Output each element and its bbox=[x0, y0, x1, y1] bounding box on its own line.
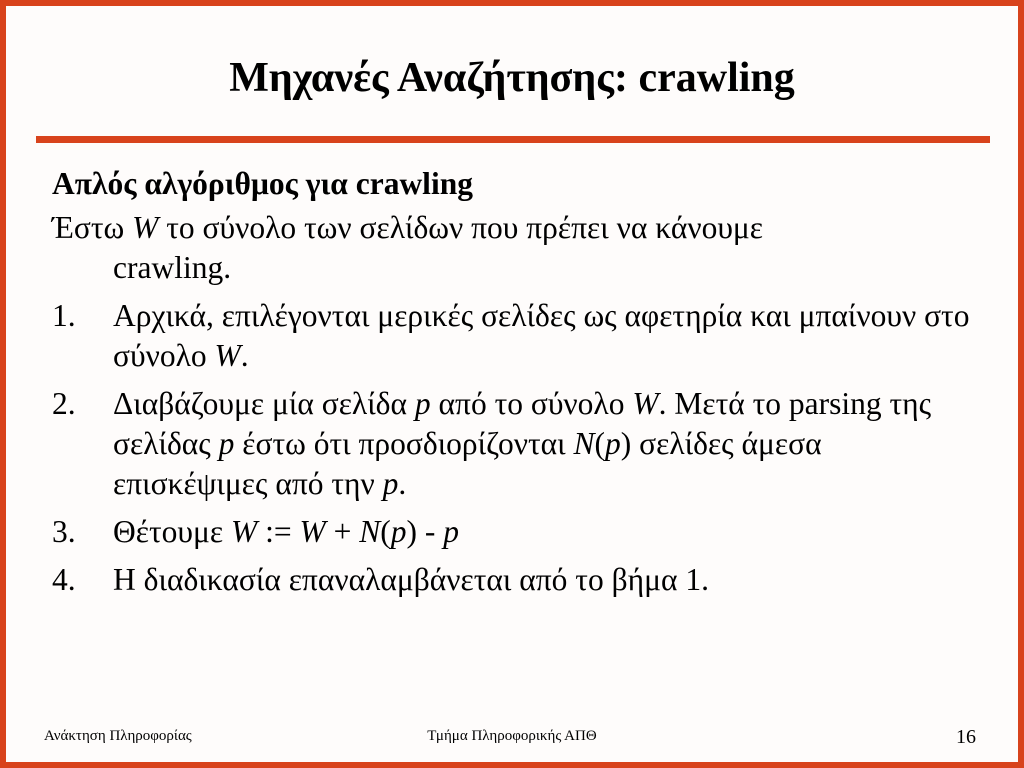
step-var: p bbox=[390, 514, 407, 549]
step-text: ) σελίδες άμεσα επισκέψιμες από την bbox=[113, 426, 822, 501]
page-number: 16 bbox=[956, 726, 976, 748]
step-var: W bbox=[230, 514, 258, 549]
step-text: Αρχικά, επιλέγονται μερικές σελίδες ως αφετηρία και μπαίνουν στο σύνολο bbox=[113, 298, 970, 373]
intro-var-w: W bbox=[132, 210, 159, 245]
step-var: p bbox=[414, 386, 431, 421]
slide-title: Μηχανές Αναζήτησης: crawling bbox=[229, 55, 795, 101]
step-var: W bbox=[214, 338, 241, 373]
step-text: . Μετά το parsing της σελίδας bbox=[113, 386, 932, 461]
step-var: N bbox=[359, 514, 381, 549]
step-text: Διαβάζουμε μία σελίδα bbox=[113, 386, 415, 421]
step-text: := bbox=[257, 514, 300, 549]
step-number: 2. bbox=[52, 386, 76, 421]
intro-paragraph bbox=[52, 208, 982, 288]
step-text: έστω ότι προσδιορίζονται bbox=[234, 426, 574, 461]
step-text: ( bbox=[380, 514, 391, 549]
step-var: N bbox=[573, 426, 595, 461]
step-3 bbox=[52, 512, 982, 552]
steps-list bbox=[52, 296, 982, 600]
step-var: W bbox=[632, 386, 659, 421]
intro-line-1 bbox=[52, 208, 982, 248]
step-text: . bbox=[240, 338, 249, 373]
step-text: . bbox=[398, 466, 407, 501]
step-4 bbox=[52, 560, 982, 600]
title-divider bbox=[36, 136, 990, 143]
intro-text-2: το σύνολο των σελίδων που πρέπει να κάνουμε bbox=[158, 210, 764, 245]
step-text: από το σύνολο bbox=[430, 386, 633, 421]
step-var: p bbox=[218, 426, 235, 461]
step-var: p bbox=[605, 426, 621, 461]
intro-line-2: crawling. bbox=[113, 250, 232, 285]
step-text: ) - bbox=[406, 514, 444, 549]
step-number: 3. bbox=[52, 514, 76, 549]
step-var: p bbox=[443, 514, 460, 549]
section-heading: Απλός αλγόριθμος για crawling bbox=[52, 166, 473, 201]
step-2 bbox=[52, 384, 982, 504]
step-1 bbox=[52, 296, 982, 376]
footer-department: Τμήμα Πληροφορικής ΑΠΘ bbox=[427, 728, 597, 744]
step-text: Θέτουμε bbox=[113, 514, 231, 549]
step-text: + bbox=[325, 514, 360, 549]
step-number: 1. bbox=[52, 298, 76, 333]
step-text: Η διαδικασία επαναλαμβάνεται από το βήμα 1. bbox=[113, 562, 709, 597]
intro-text-1: Έστω bbox=[52, 210, 133, 245]
step-number: 4. bbox=[52, 562, 76, 597]
footer-course-name: Ανάκτηση Πληροφορίας bbox=[44, 728, 192, 744]
step-var: W bbox=[299, 514, 326, 549]
step-var: p bbox=[382, 466, 399, 501]
step-text: ( bbox=[594, 426, 606, 461]
slide-body bbox=[52, 164, 982, 608]
